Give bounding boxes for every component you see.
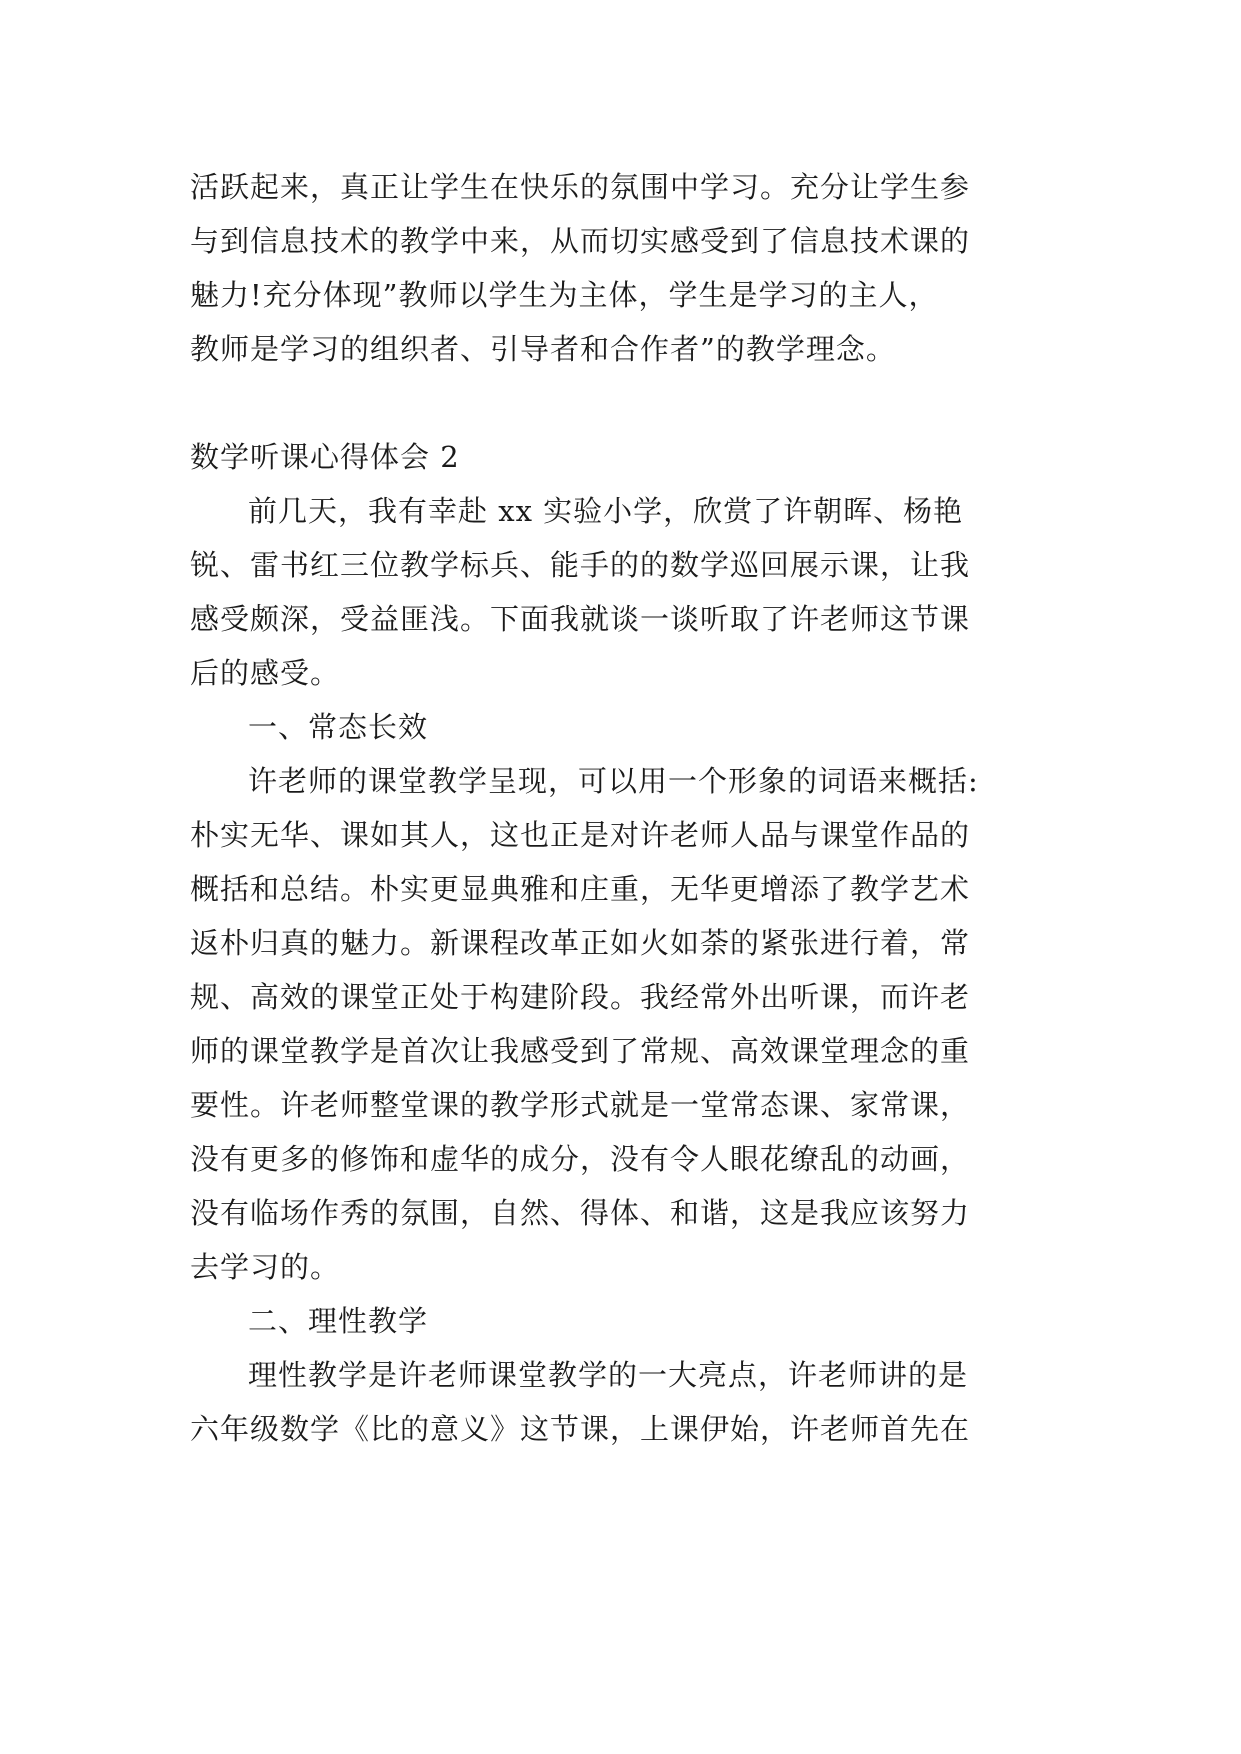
paragraph-2	[190, 754, 1050, 1294]
text-line: 前几天，我有幸赴 xx 实验小学，欣赏了许朝晖、杨艳	[248, 494, 964, 528]
subheading-1: 一、常态长效	[248, 710, 429, 744]
text-line: 许老师的课堂教学呈现，可以用一个形象的词语来概括:	[248, 764, 979, 798]
intro-paragraph	[190, 160, 1050, 376]
text-line: 感受颇深，受益匪浅。下面我就谈一谈听取了许老师这节课	[190, 602, 971, 636]
document-body	[190, 160, 1050, 1456]
text-line: 没有更多的修饰和虚华的成分，没有令人眼花缭乱的动画，	[190, 1142, 971, 1176]
paragraph-1	[190, 484, 1050, 700]
text-line: 后的感受。	[190, 656, 341, 690]
text-line: 朴实无华、课如其人，这也正是对许老师人品与课堂作品的	[190, 818, 971, 852]
text-line: 没有临场作秀的氛围，自然、得体、和谐，这是我应该努力	[190, 1196, 971, 1230]
text-line: 教师是学习的组织者、引导者和合作者”的教学理念。	[190, 332, 896, 366]
text-line: 理性教学是许老师课堂教学的一大亮点，许老师讲的是	[248, 1358, 969, 1392]
text-line: 要性。许老师整堂课的教学形式就是一堂常态课、家常课，	[190, 1088, 971, 1122]
text-line: 魅力!充分体现”教师以学生为主体，学生是学习的主人，	[190, 278, 939, 312]
text-line: 师的课堂教学是首次让我感受到了常规、高效课堂理念的重	[190, 1034, 971, 1068]
paragraph-3	[190, 1348, 1050, 1456]
subheading-2: 二、理性教学	[248, 1304, 429, 1338]
text-line: 返朴归真的魅力。新课程改革正如火如荼的紧张进行着，常	[190, 926, 971, 960]
text-line: 与到信息技术的教学中来，从而切实感受到了信息技术课的	[190, 224, 971, 258]
text-line: 规、高效的课堂正处于构建阶段。我经常外出听课，而许老	[190, 980, 971, 1014]
text-line: 六年级数学《比的意义》这节课，上课伊始，许老师首先在	[190, 1412, 971, 1446]
text-line: 锐、雷书红三位教学标兵、能手的的数学巡回展示课，让我	[190, 548, 971, 582]
section-title: 数学听课心得体会 2	[190, 440, 460, 474]
text-line: 去学习的。	[190, 1250, 341, 1284]
text-line: 活跃起来，真正让学生在快乐的氛围中学习。充分让学生参	[190, 170, 971, 204]
text-line: 概括和总结。朴实更显典雅和庄重，无华更增添了教学艺术	[190, 872, 971, 906]
